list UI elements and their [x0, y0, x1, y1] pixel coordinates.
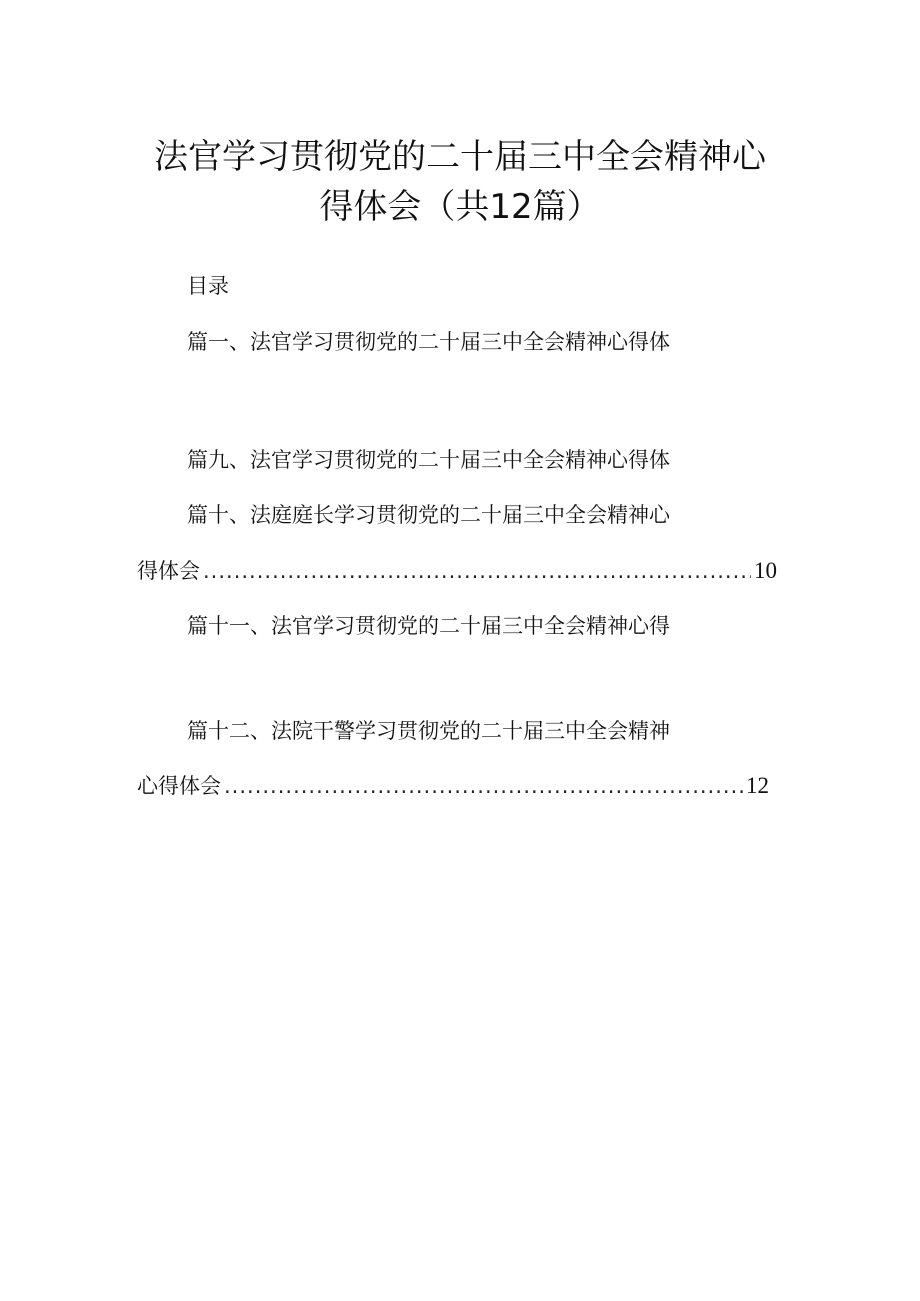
toc-entry-12-continuation — [137, 772, 769, 800]
toc-leader-dots — [224, 772, 743, 800]
toc-heading: 目录 — [187, 274, 229, 298]
document-title-line-1: 法官学习贯彻党的二十届三中全会精神心 — [154, 137, 766, 177]
toc-entry-12-label: 心得体会 — [137, 774, 221, 798]
toc-entry-12: 篇十二、法院干警学习贯彻党的二十届三中全会精神 — [187, 719, 670, 743]
toc-entry-10-label: 得体会 — [137, 559, 200, 583]
toc-leader-dots — [203, 557, 751, 585]
toc-entry-12-page-number: 12 — [746, 773, 769, 798]
toc-entry-11: 篇十一、法官学习贯彻党的二十届三中全会精神心得 — [187, 614, 670, 638]
toc-entry-1: 篇一、法官学习贯彻党的二十届三中全会精神心得体 — [187, 330, 670, 354]
toc-entry-10-page-number: 10 — [754, 558, 777, 583]
toc-entry-10: 篇十、法庭庭长学习贯彻党的二十届三中全会精神心 — [187, 503, 670, 527]
toc-entry-9: 篇九、法官学习贯彻党的二十届三中全会精神心得体 — [187, 448, 670, 472]
document-title-line-2: 得体会（共12篇） — [319, 187, 601, 227]
toc-entry-10-continuation — [137, 557, 777, 585]
